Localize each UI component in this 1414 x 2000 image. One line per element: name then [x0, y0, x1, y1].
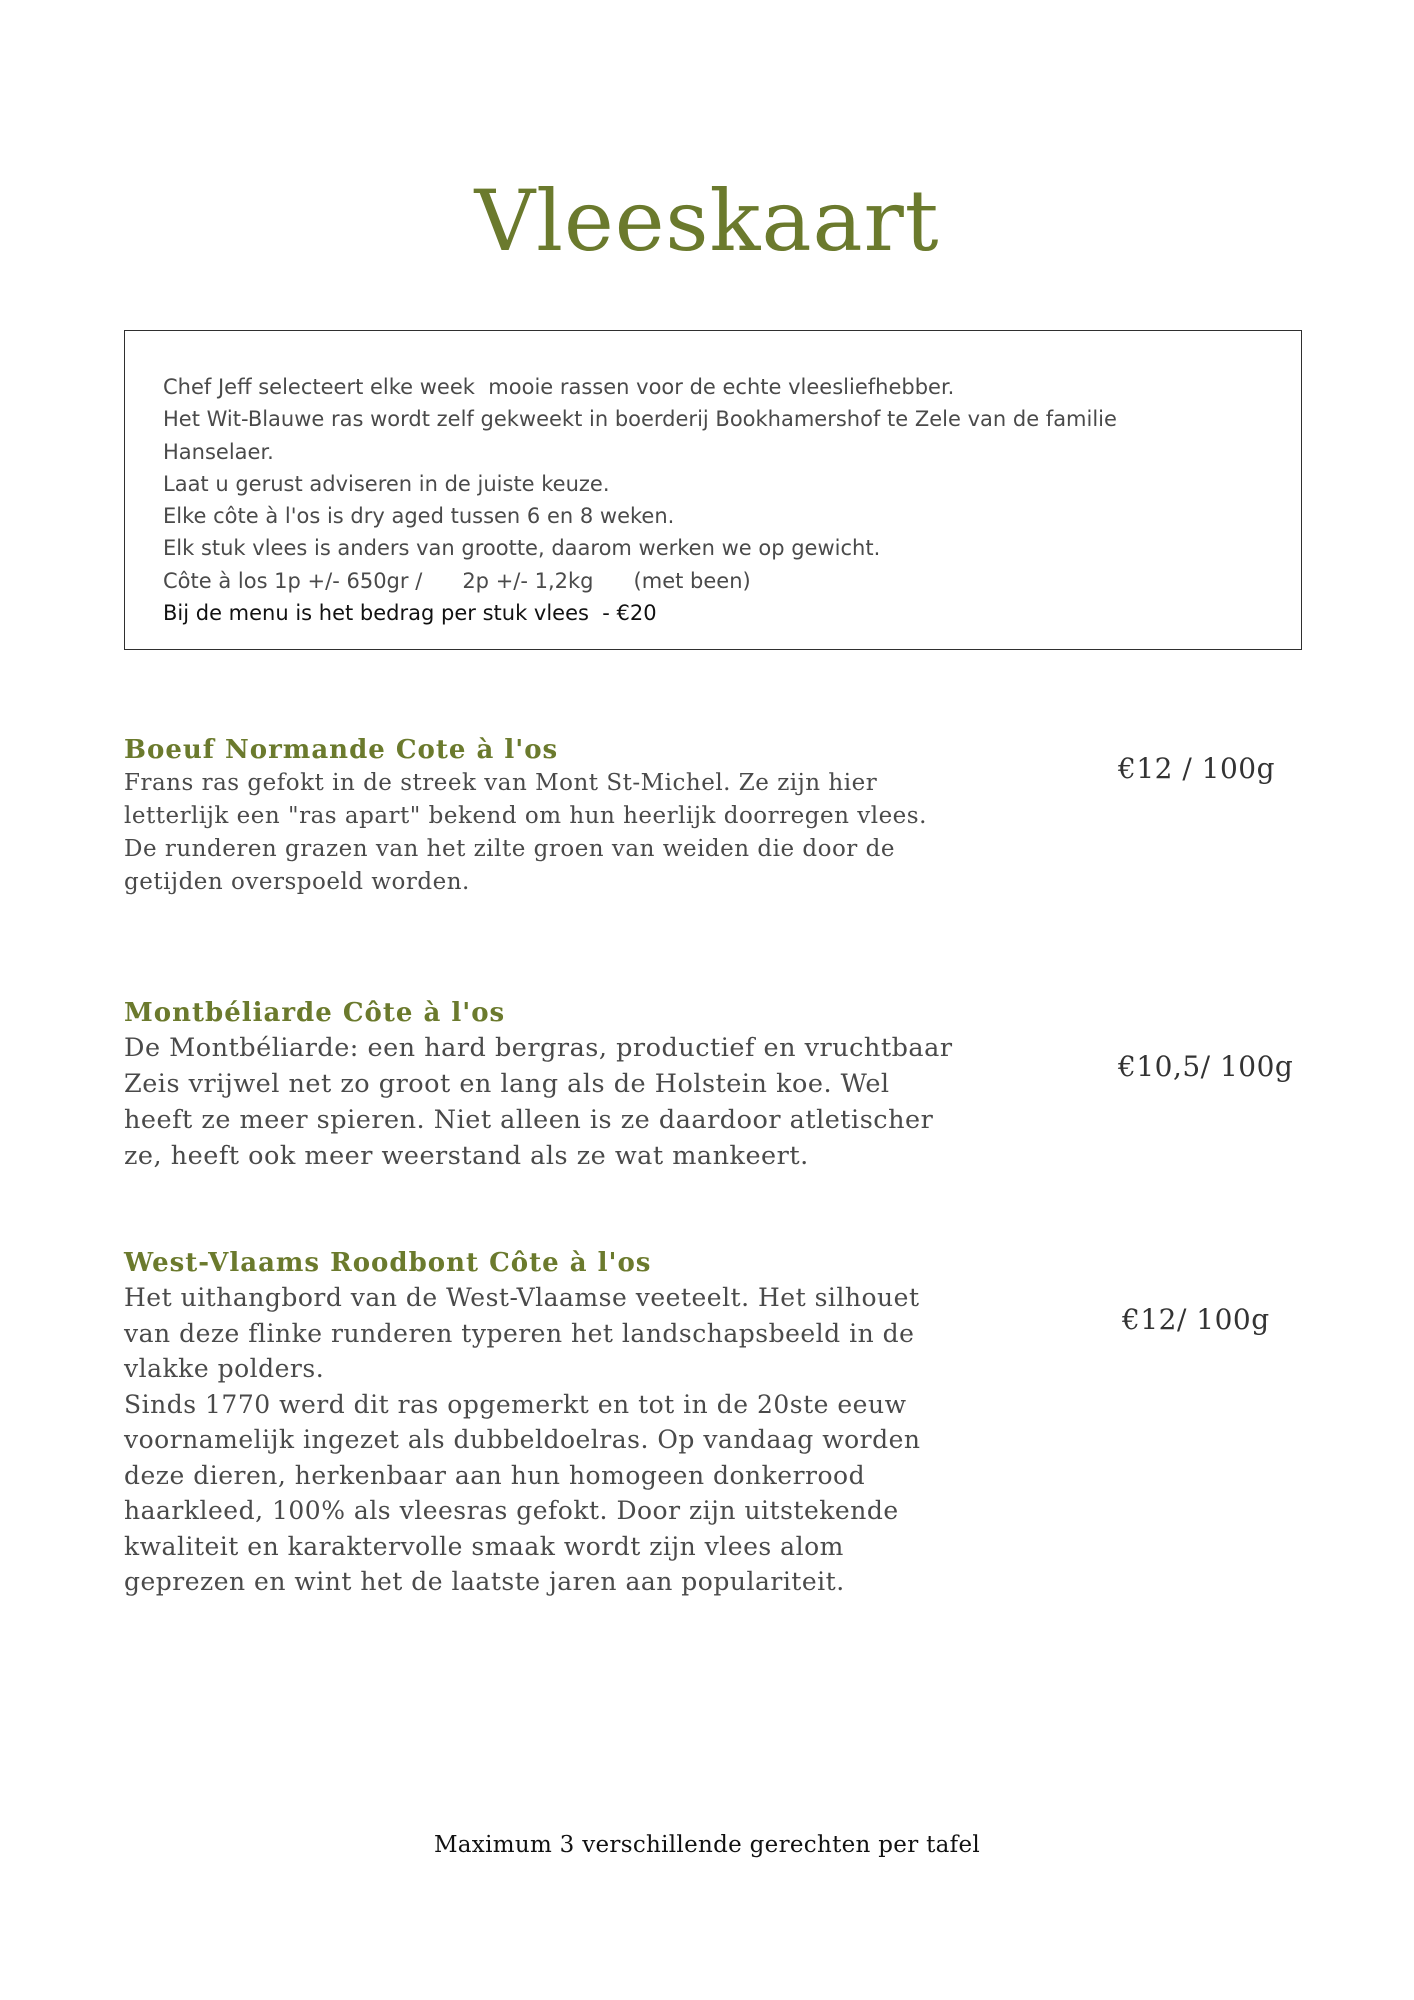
dish-price: €12/ 100g — [1122, 1303, 1270, 1336]
menu-price-note: Bij de menu is het bedrag per stuk vlees - €20 — [163, 601, 657, 626]
dish-price: €10,5/ 100g — [1118, 1050, 1294, 1083]
info-line: Côte à los 1p +/- 650gr / 2p +/- 1,2kg (met been) — [163, 568, 751, 593]
dish-name: Montbéliarde Côte à l'os — [124, 998, 506, 1028]
dish-description — [124, 767, 944, 899]
description-line: haarkleed, 100% als vleesras gefokt. Door zijn uitstekende — [124, 1496, 899, 1525]
description-line: geprezen en wint het de laatste jaren aan populariteit. — [124, 1567, 845, 1596]
description-line: ze, heeft ook meer weerstand als ze wat mankeert. — [124, 1141, 809, 1171]
info-box — [124, 330, 1302, 650]
description-line: Sinds 1770 werd dit ras opgemerkt en tot in de 20ste eeuw — [124, 1389, 907, 1419]
description-line: De Montbéliarde: een hard bergras, productief en vruchtbaar — [124, 1033, 953, 1063]
info-line: Chef Jeff selecteert elke week mooie rassen voor de echte vleesliefhebber. — [163, 375, 955, 399]
description-line: voornamelijk ingezet als dubbeldoelras. Op vandaag worden — [124, 1425, 921, 1454]
page-title: Vleeskaart — [474, 172, 940, 270]
dish-boeuf-normande — [124, 733, 944, 899]
description-line: deze dieren, herkenbaar aan hun homogeen donkerrood — [124, 1460, 866, 1490]
dish-description — [124, 1030, 953, 1174]
description-line: Zeis vrijwel net zo groot en lang als de Holstein koe. Wel — [124, 1069, 890, 1099]
info-line: Hanselaer. — [163, 439, 274, 464]
description-line: van deze flinke runderen typeren het landschapsbeeld in de — [124, 1318, 915, 1348]
dish-name: Boeuf Normande Cote à l'os — [124, 735, 559, 765]
description-line: Frans ras gefokt in de streek van Mont St-Michel. Ze zijn hier — [124, 770, 878, 796]
dish-price: €12 / 100g — [1118, 752, 1276, 785]
dish-west-vlaams-roodbont — [124, 1246, 944, 1600]
dish-montbeliarde — [124, 996, 953, 1174]
dish-name: West-Vlaams Roodbont Côte à l'os — [124, 1248, 652, 1278]
description-line: heeft ze meer spieren. Niet alleen is ze daardoor atletischer — [124, 1105, 934, 1135]
description-line: vlakke polders. — [124, 1354, 325, 1383]
footer-note: Maximum 3 verschillende gerechten per tafel — [433, 1832, 981, 1858]
description-line: De runderen grazen van het zilte groen van weiden die door de — [124, 836, 895, 862]
info-line: Het Wit-Blauwe ras wordt zelf gekweekt in boerderij Bookhamershof te Zele van de familie — [163, 407, 1117, 432]
info-line: Elk stuk vlees is anders van grootte, daarom werken we op gewicht. — [163, 536, 881, 561]
info-line: Laat u gerust adviseren in de juiste keuze. — [163, 471, 610, 496]
description-line: kwaliteit en karaktervolle smaak wordt zijn vlees alom — [124, 1531, 844, 1561]
description-line: Het uithangbord van de West-Vlaamse veeteelt. Het silhouet — [124, 1283, 920, 1312]
description-line: getijden overspoeld worden. — [124, 869, 470, 895]
info-line: Elke côte à l'os is dry aged tussen 6 en 8 weken. — [163, 504, 675, 529]
dish-description — [124, 1280, 944, 1600]
description-line: letterlijk een "ras apart" bekend om hun heerlijk doorregen vlees. — [124, 803, 927, 829]
